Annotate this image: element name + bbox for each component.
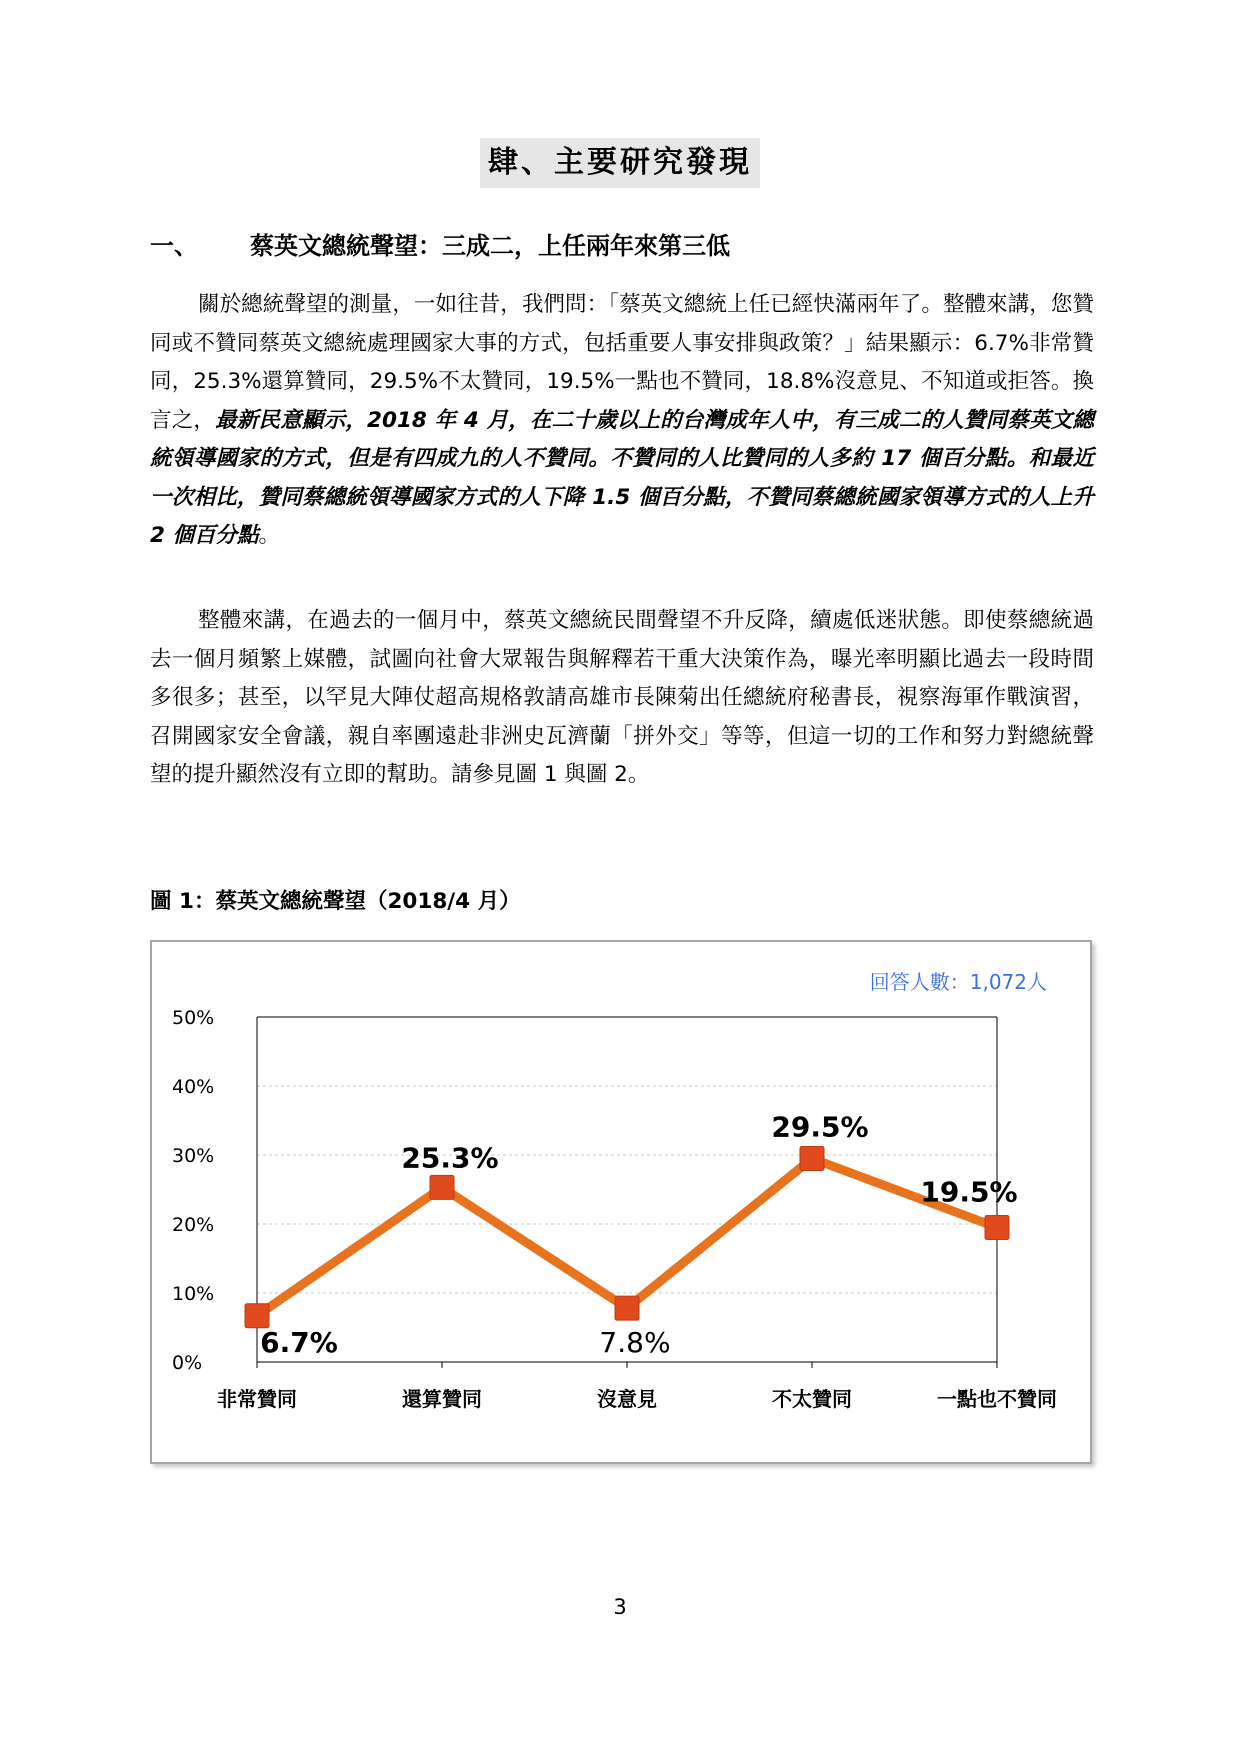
data-label: 7.8%: [599, 1326, 671, 1360]
y-tick-label: 50%: [172, 1007, 215, 1029]
x-tick-label: 還算贊同: [402, 1387, 482, 1411]
x-tick-label: 不太贊同: [772, 1387, 852, 1411]
paragraph-1-end: 。: [258, 523, 280, 548]
data-point: [985, 1215, 1009, 1239]
paragraph-1: [150, 286, 1094, 556]
y-tick-label: 30%: [172, 1145, 215, 1167]
respondent-count: 回答人數：1,072人: [869, 970, 1047, 994]
y-tick-label: 0%: [172, 1352, 203, 1374]
y-tick-label: 40%: [172, 1076, 215, 1098]
section-number: 一、: [150, 231, 198, 260]
paragraph-1-plain: 關於總統聲望的測量，一如往昔，我們問：「蔡英文總統上任已經快滿兩年了。整體來講，您贊同或不贊同蔡英文總統處理國家大事的方式，包括重要人事安排與政策？」結果顯示：6.7%非常贊同，25.3%還算贊同，29.5%不太贊同，19.5%一點也不贊同，18.8%沒意見、不知道或拒答。換言之，: [150, 292, 1094, 433]
data-point: [615, 1296, 639, 1320]
data-point: [800, 1146, 824, 1170]
paragraph-1-emphasis: 最新民意顯示，2018 年 4 月，在二十歲以上的台灣成年人中，有三成二的人贊同蔡英文總統領導國家的方式，但是有四成九的人不贊同。不贊同的人比贊同的人多約 17 個百分點。和最近一次相比，贊同蔡總統領導國家方式的人下降 1.5 個百分點，不贊同蔡總統國家領導方式的人上升 2 個百分點: [150, 407, 1094, 548]
x-tick-label: 沒意見: [597, 1387, 657, 1411]
section-heading-text: 蔡英文總統聲望：三成二，上任兩年來第三低: [250, 231, 730, 260]
data-point: [430, 1175, 454, 1199]
approval-line-chart: [152, 942, 1090, 1462]
page-title: [0, 138, 1240, 188]
section-heading: [150, 228, 1090, 264]
data-point: [245, 1304, 269, 1328]
x-tick-label: 一點也不贊同: [937, 1387, 1057, 1411]
data-label: 6.7%: [260, 1325, 338, 1359]
paragraph-2: 整體來講，在過去的一個月中，蔡英文總統民間聲望不升反降，續處低迷狀態。即使蔡總統過去一個月頻繁上媒體，試圖向社會大眾報告與解釋若干重大決策作為，曝光率明顯比過去一段時間多很多；甚至，以罕見大陣仗超高規格敦請高雄市長陳菊出任總統府秘書長，視察海軍作戰演習，召開國家安全會議，親自率團遠赴非洲史瓦濟蘭「拼外交」等等，但這一切的工作和努力對總統聲望的提升顯然沒有立即的幫助。請參見圖 1 與圖 2。: [150, 608, 1094, 787]
y-tick-label: 10%: [172, 1283, 215, 1305]
data-label: 29.5%: [771, 1110, 869, 1144]
series-line: [257, 1158, 997, 1315]
x-tick-label: 非常贊同: [217, 1387, 297, 1411]
y-tick-label: 20%: [172, 1214, 215, 1236]
page-title-text: 肆、主要研究發現: [480, 138, 760, 188]
data-label: 19.5%: [920, 1175, 1018, 1209]
figure-caption: 圖 1：蔡英文總統聲望（2018/4 月）: [150, 889, 521, 914]
chart-frame: [150, 940, 1092, 1464]
data-label: 25.3%: [401, 1141, 499, 1175]
page-number: 3: [613, 1595, 627, 1619]
